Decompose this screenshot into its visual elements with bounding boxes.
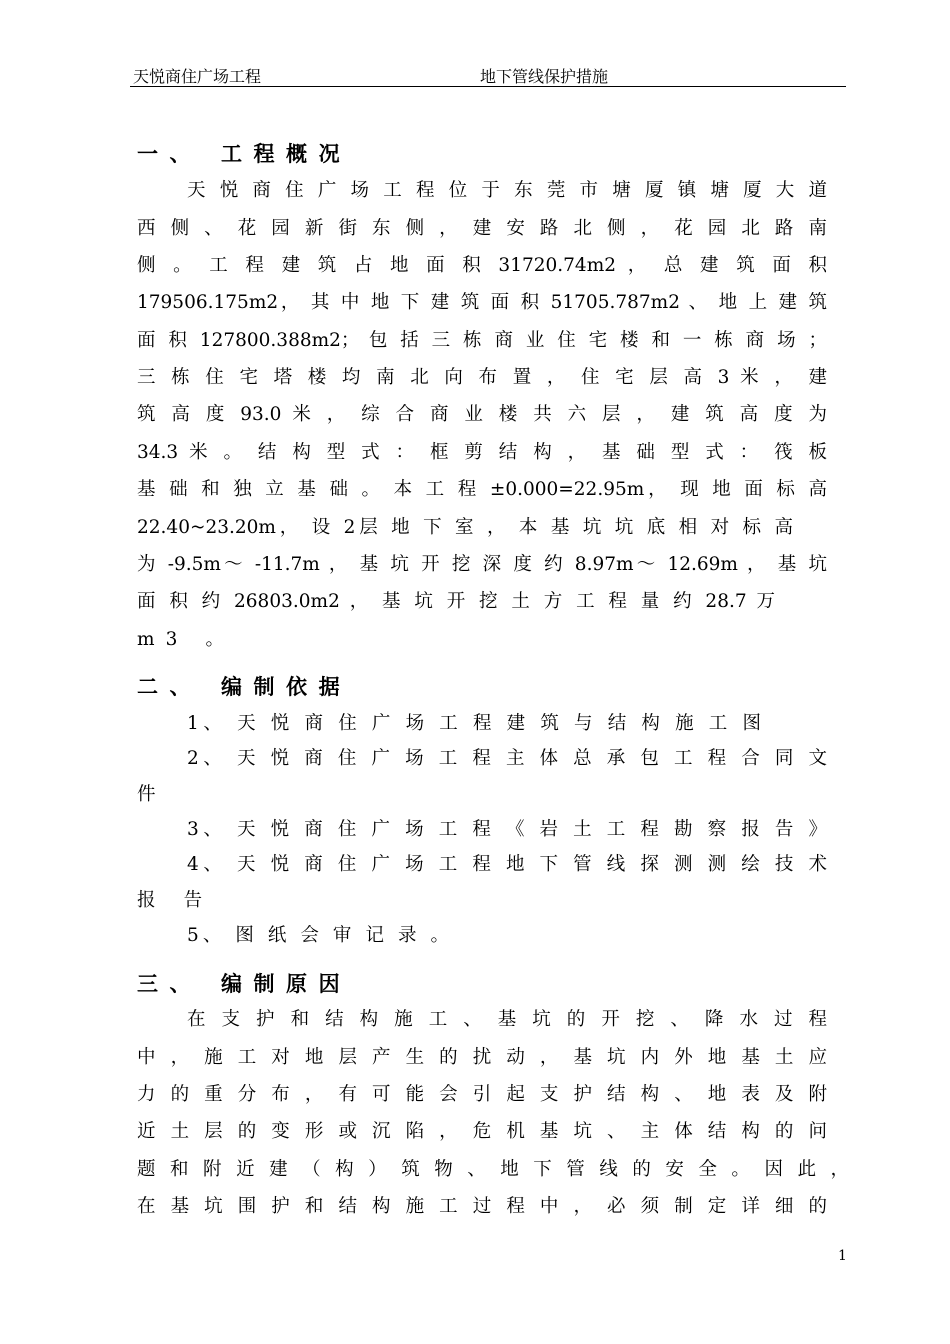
section2-line: 报 告 <box>137 890 214 911</box>
section1-line: 34.3 米 。 结 构 型 式 ： 框 剪 结 构 ， 基 础 型 式 ： 筏 板 <box>137 442 827 463</box>
section1-line: 基 础 和 独 立 基 础 。 本 工 程 ±0.000=22.95m， 现 地 面 标 高 <box>137 479 827 500</box>
section2-line: 2、 天 悦 商 住 广 场 工 程 主 体 总 承 包 工 程 合 同 文 <box>187 748 827 769</box>
header-doc-title: 地下管线保护措施 <box>480 67 609 86</box>
section3-line: 在 支 护 和 结 构 施 工 、 基 坑 的 开 挖 、 降 水 过 程 <box>187 1009 827 1030</box>
section1-line: m3 。 <box>137 629 236 650</box>
section1-line: 筑 高 度 93.0 米 ， 综 合 商 业 楼 共 六 层 ， 建 筑 高 度 为 <box>137 404 827 425</box>
header-rule <box>130 86 846 87</box>
section3-line: 在 基 坑 围 护 和 结 构 施 工 过 程 中 ， 必 须 制 定 详 细 的 <box>137 1196 827 1217</box>
section3-line: 中 ， 施 工 对 地 层 产 生 的 扰 动 ， 基 坑 内 外 地 基 土 应 <box>137 1047 827 1068</box>
section1-line: 天 悦 商 住 广 场 工 程 位 于 东 莞 市 塘 厦 镇 塘 厦 大 道 <box>187 180 827 201</box>
section1-line: 侧 。 工 程 建 筑 占 地 面 积 31720.74m2 ， 总 建 筑 面 积 <box>137 255 827 276</box>
section2-line: 4、 天 悦 商 住 广 场 工 程 地 下 管 线 探 测 测 绘 技 术 <box>187 854 827 875</box>
section1-line: 面 积 127800.388m2； 包 括 三 栋 商 业 住 宅 楼 和 一 栋 商 场 ； <box>137 330 827 351</box>
section1-line: 22.40~23.20m， 设 2层 地 下 室 ， 本 基 坑 坑 底 相 对 标 高 <box>137 517 793 538</box>
header-project: 天悦商住广场工程 <box>133 67 262 86</box>
section3-line: 力 的 重 分 布 ， 有 可 能 会 引 起 支 护 结 构 、 地 表 及 附 <box>137 1084 827 1105</box>
section1-line: 179506.175m2， 其 中 地 下 建 筑 面 积 51705.787m2 、 地 上 建 筑 <box>137 292 827 313</box>
section2-line: 3、 天 悦 商 住 广 场 工 程 《 岩 土 工 程 勘 察 报 告 》 <box>187 819 827 840</box>
section1-line: 西 侧 、 花 园 新 街 东 侧 ， 建 安 路 北 侧 ， 花 园 北 路 南 <box>137 218 827 239</box>
section1-line: 三 栋 住 宅 塔 楼 均 南 北 向 布 置 ， 住 宅 层 高 3 米 ， 建 <box>137 367 827 388</box>
page-number: 1 <box>838 1248 847 1264</box>
section3-line: 题 和 附 近 建 （ 构 ） 筑 物 、 地 下 管 线 的 安 全 。 因 此 ， <box>137 1159 849 1180</box>
section2-title: 二、 编制依据 <box>137 674 352 699</box>
section1-title: 一、 工程概况 <box>137 141 352 166</box>
section2-line: 件 <box>137 784 167 805</box>
section3-line: 近 土 层 的 变 形 或 沉 陷 ， 危 机 基 坑 、 主 体 结 构 的 问 <box>137 1121 827 1142</box>
section1-line: 面 积 约 26803.0m2 ， 基 坑 开 挖 土 方 工 程 量 约 28.7 万 <box>137 591 775 612</box>
section2-line: 5、 图 纸 会 审 记 录 。 <box>187 925 449 946</box>
section3-title: 三、 编制原因 <box>137 971 352 996</box>
section1-line: 为 -9.5m～ -11.7m ， 基 坑 开 挖 深 度 约 8.97m～ 12.69m ， 基 坑 <box>137 554 827 575</box>
section2-line: 1、 天 悦 商 住 广 场 工 程 建 筑 与 结 构 施 工 图 <box>187 713 761 734</box>
